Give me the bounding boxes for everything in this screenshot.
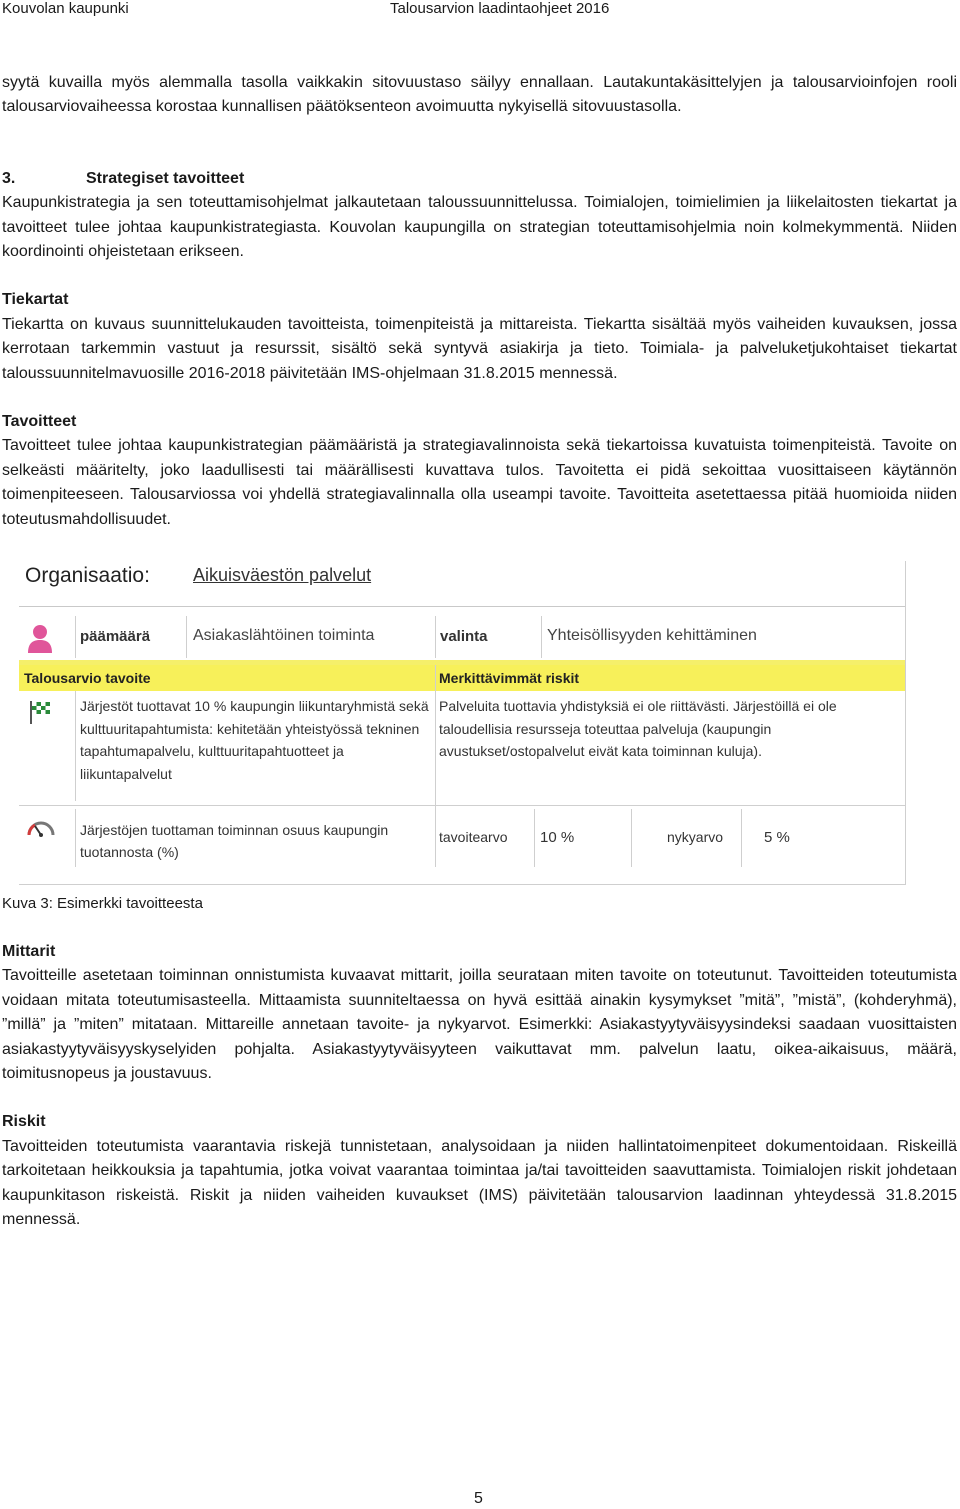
org-label: Organisaatio: xyxy=(25,564,150,587)
section-number: 3. xyxy=(2,169,16,187)
section-header-row xyxy=(19,665,905,691)
column-separator xyxy=(186,616,187,658)
riskit-heading: Riskit xyxy=(2,1113,46,1131)
target-value-label: tavoitearvo xyxy=(439,829,508,845)
row-divider xyxy=(19,805,905,806)
riskit-paragraph: Tavoitteiden toteutumista vaarantavia riskejä tunnistetaan, analysoidaan ja niiden hallintatoimenpiteet dokumentoidaan. Riskeillä tarkoitetaan heikkouksia ja tapahtumia, jotka voivat vaarantaa toimintaa ja/tai tavoitteiden saavuttamista. Toimialojen riskit johdetaan kaupunkitason riskeistä. Riskit ja niiden vaiheiden kuvaukset (IMS) päivitetään talousarvion laadinnan yhteydessä 31.8.2015 mennessä. xyxy=(2,1137,957,1229)
column-separator xyxy=(534,809,535,867)
risk-text: Palveluita tuottavia yhdistyksiä ei ole riittävästi. Järjestöillä ei ole taloudellisia resursseja toteuttaa palveluja (kaupungin avustukset/ostopalvelut eivät kata toiminnan kuluja). xyxy=(439,698,837,759)
page-number: 5 xyxy=(474,1490,483,1507)
paamaara-value: Asiakaslähtöinen toiminta xyxy=(193,627,375,644)
column-separator xyxy=(75,809,76,867)
column-separator xyxy=(741,809,742,867)
column-separator xyxy=(541,616,542,658)
column-separator xyxy=(631,809,632,867)
risk-header: Merkittävimmät riskit xyxy=(439,670,580,686)
valinta-label: valinta xyxy=(440,628,488,645)
current-value-label: nykyarvo xyxy=(667,829,724,845)
section-title: Strategiset tavoitteet xyxy=(86,169,245,187)
column-separator xyxy=(75,616,76,658)
body-text-bottom xyxy=(2,940,957,1232)
column-separator xyxy=(75,691,76,801)
tiekartat-heading: Tiekartat xyxy=(2,291,69,309)
header-organization: Kouvolan kaupunki xyxy=(2,0,129,17)
intro-paragraph: syytä kuvailla myös alemmalla tasolla vaikkakin sitovuustaso säilyy ennallaan. Lautakuntakäsittelyjen ja talousarvioinfojen rooli talousarviovaiheessa korostaa kunnallisen päätöksenteon avoimuutta nykyisellä sitovuustasolla. xyxy=(2,74,957,116)
section-paragraph: Kaupunkistrategia ja sen toteuttamisohjelmat jalkautetaan taloussuunnittelussa. Toimialojen, toimielimien ja liikelaitosten tiekartat ja tavoitteet tulee johtaa kaupunkistrategiasta. Kouvolan kaupungilla on strategian toteuttamisohjelmia noin kolmekymmentä. Niiden koordinointi ohjeistetaan erikseen. xyxy=(2,194,957,261)
current-value: 5 % xyxy=(764,829,790,846)
org-value: Aikuisväestön palvelut xyxy=(193,565,372,585)
gauge-icon xyxy=(27,817,55,839)
valinta-value: Yhteisöllisyyden kehittäminen xyxy=(547,627,757,644)
goal-risk-row xyxy=(19,691,905,801)
figure-divider xyxy=(19,606,905,607)
tiekartat-paragraph: Tiekartta on kuvaus suunnittelukauden tavoitteista, toimenpiteistä ja mittareista. Tiekartta sisältää myös vaiheiden kuvauksen, jossa kerrotaan tarkemmin vastuut ja resurssit, sisältö sekä syntyvä asiakirja ja tieto. Toimiala- ja palveluketjukohtaiset tiekartat taloussuunnitelmavuosille 2016-2018 päivitetään IMS-ohjelmaan 31.8.2015 mennessä. xyxy=(2,315,957,382)
target-value: 10 % xyxy=(540,829,575,846)
tavoitteet-paragraph: Tavoitteet tulee johtaa kaupunkistrategian päämääristä ja strategiavalinnoista sekä tiekartoissa kuvatuista toimenpiteistä. Tavoite on selkeästi määritelty, joko laadullisesti tai määrällisesti kuvattava tulos. Tavoitetta ei pidä sekoittaa vuosittaiseen käytännön toimenpiteeseen. Talousarviossa voi yhdellä strategiavalinnalla olla useampi tavoite. Tavoitteita asetettaessa pitää huomioida niiden toteutusmahdollisuudet. xyxy=(2,437,957,528)
flag-icon xyxy=(27,699,53,725)
goal-example-figure xyxy=(19,561,906,885)
strategy-row xyxy=(19,616,905,658)
mittarit-paragraph: Tavoitteille asetetaan toiminnan onnistumista kuvaavat mittarit, joilla seurataan miten tavoite on toteutunut. Tavoitteiden toteutumista voidaan mitata toteutumisasteella. Mittaamista suunniteltaessa on hyvä esittää ainakin kysymykset ”mitä”, ”mistä”, (kohderyhmä), ”millä” ja ”miten” mitataan. Mittareille annetaan tavoite- ja nykyarvot. Esimerkki: Asiakastyytyväisyysindeksi saadaan vuosittaisten asiakastyytyväisyyskyselyiden pohjalta. Asiakastyytyväisyyteen vaikuttavat mm. palvelun laatu, oikea-aikaisuus, määrä, toimitusnopeus ja joustavuus. xyxy=(2,967,957,1083)
person-icon xyxy=(27,624,53,654)
body-text-top xyxy=(2,71,957,532)
header-document-title: Talousarvion laadintaohjeet 2016 xyxy=(390,0,610,17)
column-separator xyxy=(435,616,436,658)
mittarit-heading: Mittarit xyxy=(2,943,56,960)
tavoitteet-heading: Tavoitteet xyxy=(2,413,77,431)
meter-row xyxy=(19,809,905,867)
section-heading xyxy=(2,167,957,191)
goal-text: Järjestöt tuottavat 10 % kaupungin liikuntaryhmistä sekä kulttuuritapahtumista: kehitetään yhteistyössä tekninen tapahtumapalvelu, kulttuuritapahtuotteet ja liikuntapalvelut xyxy=(80,698,429,782)
page-header xyxy=(0,0,960,24)
paamaara-label: päämäärä xyxy=(80,628,151,645)
figure-caption: Kuva 3: Esimerkki tavoitteesta xyxy=(2,895,203,912)
meter-text: Järjestöjen tuottaman toiminnan osuus kaupungin tuotannosta (%) xyxy=(80,822,389,860)
goal-header: Talousarvio tavoite xyxy=(24,670,151,686)
